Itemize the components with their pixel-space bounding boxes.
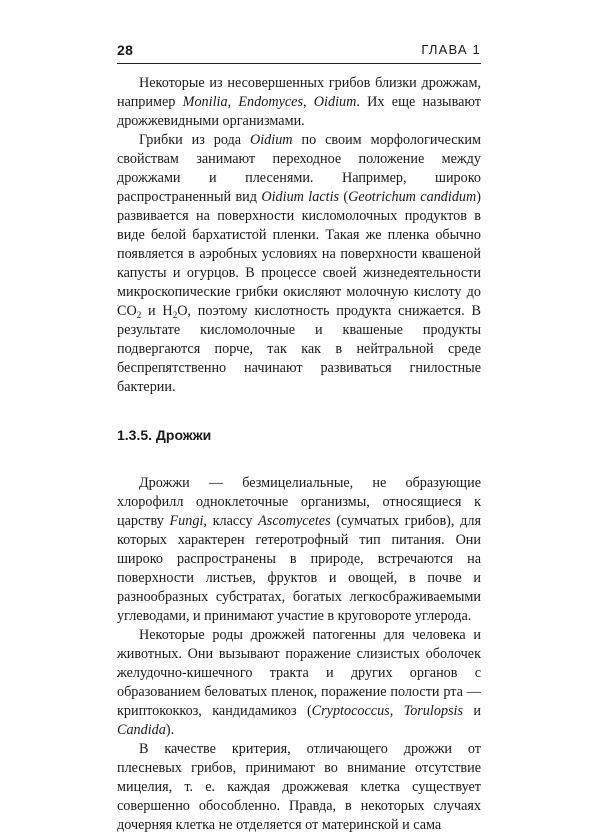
text-run: и [463,703,481,719]
text-run: ( [339,189,349,205]
text-run: В качестве критерия, отличающего дрожжи от плесневых грибов, принимают во внимание отсутствие мицелия, т. е. каждая дрожжевая клетка существует совершенно обособленно. Правда, в некоторых случаях дочерняя клетка не отделяется от материнской и сама [117,741,481,833]
text-run: и H [141,303,173,319]
section-heading: 1.3.5. Дрожжи [117,427,212,443]
latin-term: Ascomycetes [258,513,331,529]
page-number: 28 [117,42,134,58]
text-run: по своим морфологическим свойствам занимают переходное положение между дрожжами и плесенями. Например, широко распространенный вид [117,132,481,205]
text-run: , классу [203,513,259,529]
text-run: . Их еще называют дрожжевидными организмами. [117,94,482,129]
text-run: (сумчатых грибов), для которых характерен гетеротрофный тип питания. Они широко распространены в природе, встречаются на поверхности листьев, фруктов и овощей, в почве и разнообразных субстратах, богатых легкосбраживаемыми углеводами, и принимают участие в круговороте углерода. [117,513,481,624]
text-run: , [302,94,314,110]
chapter-label: ГЛАВА 1 [421,42,481,57]
text-run: ) развивается на поверхности кисломолочных продуктов в виде белой бархатистой пленки. Такая же пленка обычно появляется в аэробных условиях на поверхности квашеной капусты и огурцов. В процессе своей жизнедеятельности микроскопические грибки окисляют молочную кислоту до CO [117,189,481,319]
paragraph-yeast-criterion [117,740,481,835]
paragraph-yeast-definition [117,474,481,626]
running-head [117,42,481,62]
subscript: 2 [136,310,142,320]
text-run: Дрожжи — безмицелиальные, не образующие хлорофилл одноклеточные организмы, относящиеся к царству [117,475,481,529]
paragraph-imperfect-fungi [117,74,481,131]
text-run: Некоторые из несовершенных грибов близки дрожжам, например [117,75,481,110]
text-run: Грибки из рода [139,132,250,148]
text-run: Некоторые роды дрожжей патогенны для человека и животных. Они вызывают поражение слизистых оболочек желудочно-кишечного тракта и других органов с образованием беловатых пленок, поражение полости рта — криптококкоз, кандидамикоз ( [117,627,481,719]
latin-term: Geotrichum candidum [348,189,477,205]
latin-term: Cryptococcus [311,703,390,719]
latin-term: Fungi [169,513,204,529]
text-run: , [389,703,404,719]
paragraph-pathogenic-yeasts [117,626,481,740]
latin-term: Endomyces [238,94,303,110]
text-run: , [227,94,239,110]
latin-term: Oidium [313,94,357,110]
subscript: 2 [172,310,178,320]
latin-term: Monilia [182,94,228,110]
paragraph-oidium [117,131,481,397]
latin-term: Candida [117,722,166,738]
text-run: O, поэтому кислотность продукта снижается. В результате кисломолочные и квашеные продукты подвергаются порче, так как в нейтральной среде беспрепятственно начинают развиваться гнилостные бактерии. [117,303,481,395]
header-rule [117,63,481,64]
latin-term: Torulopsis [403,703,464,719]
text-run: ). [165,722,175,738]
latin-term: Oidium [249,132,293,148]
body-text [117,74,481,835]
latin-term: Oidium lactis [261,189,340,205]
